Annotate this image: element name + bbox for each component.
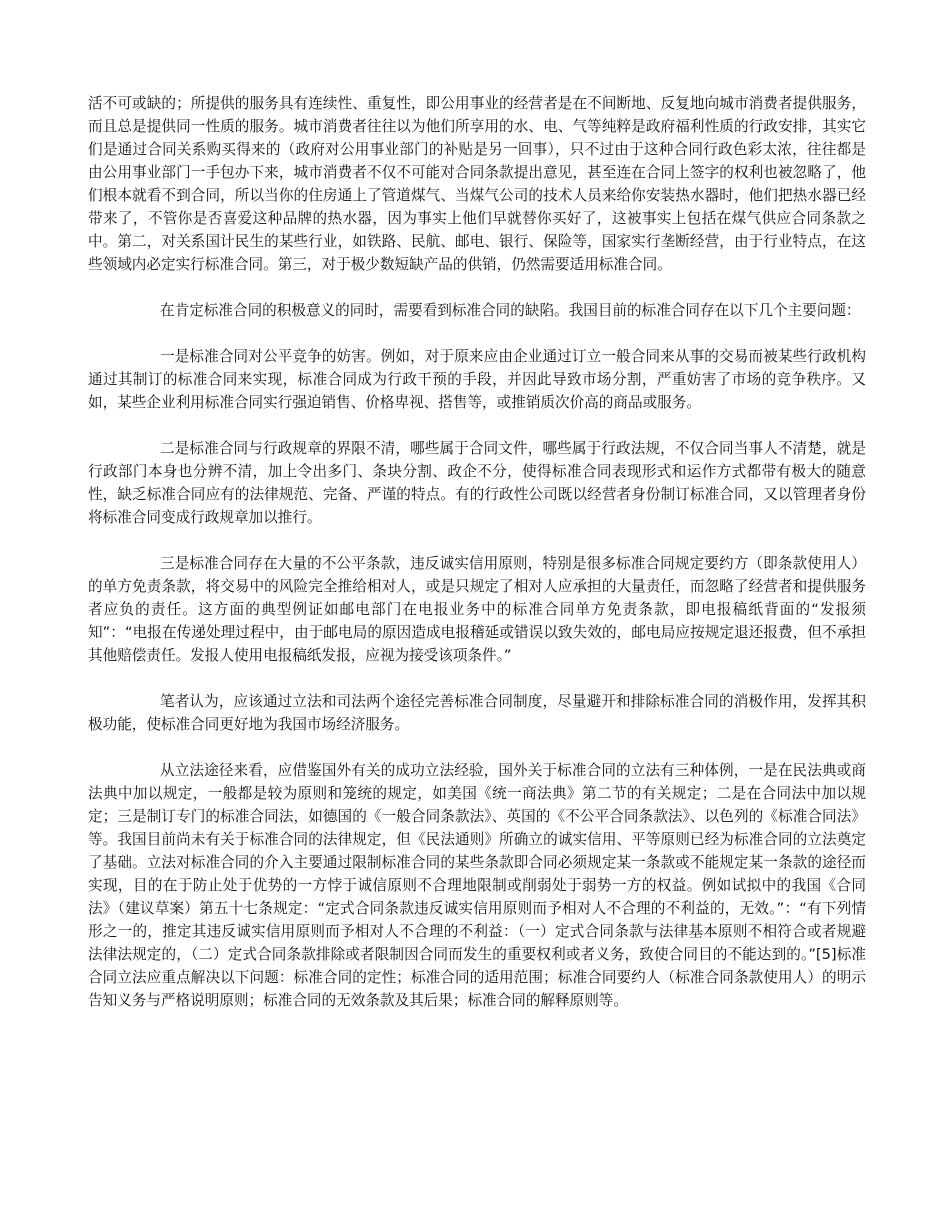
paragraph-problem-two: 二是标准合同与行政规章的界限不清，哪些属于合同文件，哪些属于行政法规，不仅合同当事人不清楚，就是行政部门本身也分辨不清，加上令出多门、条块分割、政企不分，使得标准合同表现形式和运作方式都带有极大的随意性，缺乏标准合同应有的法律规范、完备、严谨的特点。有的行政性公司既以经营者身份制订标准合同，又以管理者身份将标准合同变成行政规章加以推行。 <box>88 440 866 526</box>
paragraph-author-view: 笔者认为，应该通过立法和司法两个途径完善标准合同制度，尽量避开和排除标准合同的消极作用，发挥其积极功能，使标准合同更好地为我国市场经济服务。 <box>88 693 866 733</box>
paragraph-problem-one: 一是标准合同对公平竞争的妨害。例如，对于原来应由企业通过订立一般合同来从事的交易而被某些行政机构通过其制订的标准合同来实现，标准合同成为行政干预的手段，并因此导致市场分割，严重妨害了市场的竞争秩序。又如，某些企业利用标准合同实行强迫销售、价格卑视、搭售等，或推销质次价高的商品或服务。 <box>88 348 866 411</box>
paragraph-problem-three: 三是标准合同存在大量的不公平条款，违反诚实信用原则，特别是很多标准合同规定要约方（即条款使用人）的单方免责条款，将交易中的风险完全推给相对人，或是只规定了相对人应承担的大量责任，而忽略了经营者和提供服务者应负的责任。这方面的典型例证如邮电部门在电报业务中的标准合同单方免责条款，即电报稿纸背面的“发报须知”：“电报在传递处理过程中，由于邮电局的原因造成电报稽延或错误以致失效的，邮电局应按规定退还报费，但不承担其他赔偿责任。发报人使用电报稿纸发报，应视为接受该项条件。” <box>88 555 866 664</box>
paragraph-defects-intro: 在肯定标准合同的积极意义的同时，需要看到标准合同的缺陷。我国目前的标准合同存在以下几个主要问题： <box>160 302 861 319</box>
paragraph-legislation: 从立法途径来看，应借鉴国外有关的成功立法经验，国外关于标准合同的立法有三种体例，一是在民法典或商法典中加以规定，一般都是较为原则和笼统的规定，如美国《统一商法典》第二节的有关规定；二是在合同法中加以规定；三是制订专门的标准合同法，如德国的《一般合同条款法》、英国的《不公平合同条款法》、以色列的《标准合同法》等。我国目前尚未有关于标准合同的法律规定，但《民法通则》所确立的诚实信用、平等原则已经为标准合同的立法奠定了基础。立法对标准合同的介入主要通过限制标准合同的某些条款即合同必须规定某一条款或不能规定某一条款的途径而实现，目的在于防止处于优势的一方悖于诚信原则不合理地限制或削弱处于弱势一方的权益。例如试拟中的我国《合同法》（建议草案）第五十七条规定：“定式合同条款违反诚实信用原则而予相对人不合理的不利益的，无效。”：“有下列情形之一的，推定其违反诚实信用原则而予相对人不合理的不利益：（一）定式合同条款与法律基本原则不相符合或者规避法律法规定的，（二）定式合同条款排除或者限制因合同而发生的重要权利或者义务，致使合同目的不能达到的。”[5]标准合同立法应重点解决以下问题：标准合同的定性；标准合同的适用范围；标准合同要约人（标准合同条款使用人）的明示告知义务与严格说明原则；标准合同的无效条款及其后果；标准合同的解释原则等。 <box>88 762 866 1009</box>
document-body <box>88 92 866 1035</box>
paragraph-public-utilities: 活不可或缺的；所提供的服务具有连续性、重复性，即公用事业的经营者是在不间断地、反复地向城市消费者提供服务，而且总是提供同一性质的服务。城市消费者往往以为他们所享用的水、电、气等纯粹是政府福利性质的行政安排，其实它们是通过合同关系购买得来的（政府对公用事业部门的补贴是另一回事），只不过由于这种合同行政色彩太浓，往往都是由公用事业部门一手包办下来，城市消费者不仅不可能对合同条款提出意见，甚至连在合同上签字的权利也被忽略了，他们根本就看不到合同，所以当你的住房通上了管道煤气、当煤气公司的技术人员来给你安装热水器时，他们把热水器已经带来了，不管你是否喜爱这种品牌的热水器，因为事实上他们早就替你买好了，这被事实上包括在煤气供应合同条款之中。第二，对关系国计民生的某些行业，如铁路、民航、邮电、银行、保险等，国家实行垄断经营，由于行业特点，在这些领域内必定实行标准合同。第三，对于极少数短缺产品的供销，仍然需要适用标准合同。 <box>88 95 866 273</box>
